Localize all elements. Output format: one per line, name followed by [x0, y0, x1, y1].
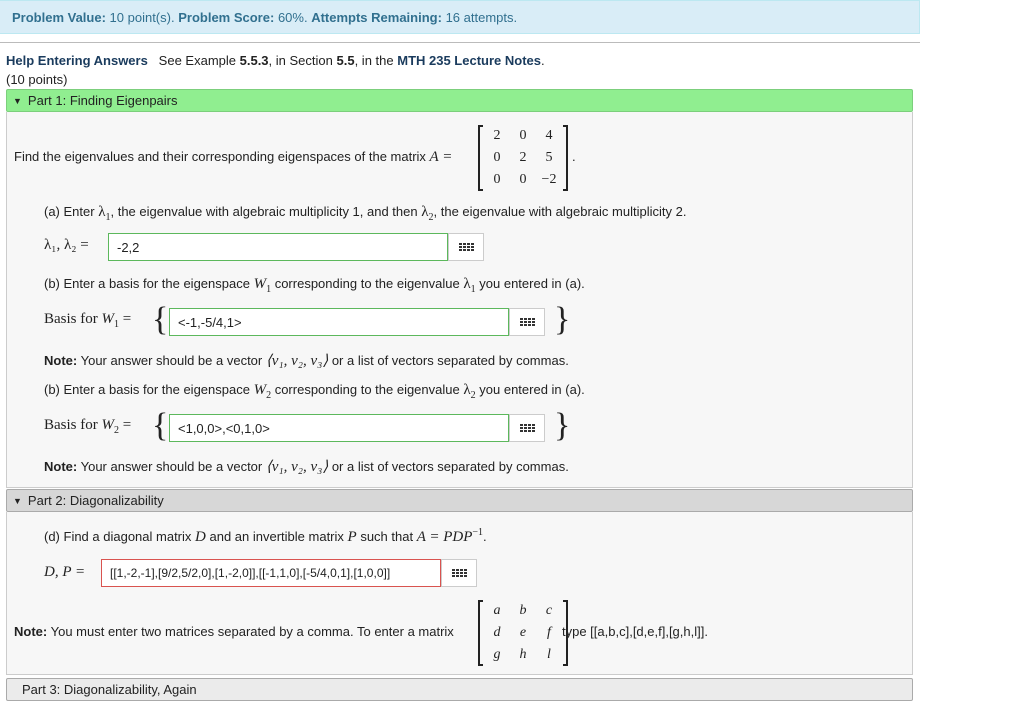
- matrix-cell: g: [493, 647, 501, 662]
- vector-notation: ⟨v₁, v₂, v₃⟩: [265, 459, 329, 475]
- matrix-cell: e: [519, 625, 527, 640]
- part2-header[interactable]: [6, 489, 913, 512]
- part1-header[interactable]: [6, 89, 913, 112]
- d-prompt-3: such that: [360, 529, 414, 544]
- matrix-cell: −2: [541, 172, 557, 187]
- b1-prompt-2: corresponding to the eigenvalue: [274, 276, 460, 291]
- vector-note: [44, 351, 569, 370]
- divider: [0, 42, 920, 43]
- d-prompt-1: (d) Find a diagonal matrix: [44, 529, 192, 544]
- in-the-text: , in the: [354, 53, 394, 68]
- vector-note: [44, 457, 569, 476]
- basis-w2-label: Basis for $W_2$ =: [44, 417, 132, 436]
- help-line: [6, 53, 545, 68]
- lambda-2: $\lambda_2$: [421, 204, 434, 223]
- problem-status-bar: [0, 0, 920, 34]
- part3-title: Part 3: Diagonalizability, Again: [22, 682, 197, 697]
- matrix-cell: c: [545, 603, 553, 618]
- basis-w1-input[interactable]: <-1,-5/4,1>: [169, 308, 509, 336]
- part2-body: [6, 512, 913, 675]
- part-d-prompt: (d) Find a diagonal matrix D and an invertible matrix P such that $A = PDP^{-1}$.: [44, 527, 487, 545]
- matrix-D-symbol: D: [195, 529, 206, 545]
- d-answer-label: D, P =: [44, 564, 86, 580]
- note-label: Note:: [44, 459, 78, 474]
- part1-title: Part 1: Finding Eigenpairs: [27, 93, 178, 108]
- points: (10 points): [6, 72, 68, 87]
- section-number: 5.5: [336, 53, 355, 68]
- b2-prompt-2: corresponding to the eigenvalue: [274, 382, 460, 397]
- eigenvalues-input[interactable]: -2,2: [108, 233, 448, 261]
- a-answer-label: λ₁, λ₂ =: [44, 237, 89, 253]
- note-text: You must enter two matrices separated by a comma. To enter a matrix: [50, 624, 454, 639]
- note-text: Your answer should be a vector: [80, 353, 263, 368]
- matrix-grid-icon[interactable]: [441, 559, 477, 587]
- b2-prompt-3: you entered in (a).: [479, 382, 585, 397]
- matrix-cell: d: [493, 625, 501, 640]
- matrix-cell: 2: [519, 150, 527, 165]
- matrix-cell: b: [519, 603, 527, 618]
- matrix-cell: 0: [493, 172, 501, 187]
- part1-intro: [14, 149, 452, 166]
- lambda-2-ref: $\lambda_2$: [463, 382, 476, 401]
- matrix-cell: 2: [493, 128, 501, 143]
- matrix-syntax-hint: type [[a,b,c],[d,e,f],[g,h,l]].: [562, 624, 708, 639]
- note-text: or a list of vectors separated by commas.: [331, 459, 569, 474]
- a-prompt-3: , the eigenvalue with algebraic multiplicity 2.: [433, 204, 687, 219]
- help-entering-answers-link[interactable]: Help Entering Answers: [6, 53, 148, 68]
- right-brace: }: [554, 407, 571, 444]
- part2-title: Part 2: Diagonalizability: [27, 493, 164, 508]
- in-section-text: , in Section: [268, 53, 333, 68]
- b1-prompt-1: (b) Enter a basis for the eigenspace: [44, 276, 250, 291]
- problem-value: 10 point(s).: [109, 9, 175, 25]
- part-b2-prompt: [44, 382, 585, 401]
- matrix-grid-icon[interactable]: [509, 308, 545, 336]
- matrix-cell: 5: [545, 150, 553, 165]
- matrix-A: [478, 125, 568, 191]
- a-prompt-2: , the eigenvalue with algebraic multiplicity 1, and then: [110, 204, 418, 219]
- w2-symbol: $W_2$: [253, 382, 272, 401]
- d-prompt-2: and an invertible matrix: [209, 529, 344, 544]
- matrix-period: .: [572, 149, 576, 164]
- basis-w2-input[interactable]: <1,0,0>,<0,1,0>: [169, 414, 509, 442]
- note-label: Note:: [14, 624, 48, 639]
- vector-notation: ⟨v₁, v₂, v₃⟩: [265, 353, 329, 369]
- left-brace: {: [152, 407, 169, 444]
- basis-w1-label: Basis for $W_1$ =: [44, 311, 132, 330]
- attempts-remaining: 16 attempts.: [445, 9, 518, 25]
- problem-score: 60%.: [277, 9, 308, 25]
- part-a-prompt: [44, 204, 686, 223]
- matrix-cell: h: [519, 647, 527, 662]
- see-example-text: See Example: [158, 53, 236, 68]
- matrix-cell: a: [493, 603, 501, 618]
- a-prompt-1: (a) Enter: [44, 204, 95, 219]
- part1-body: [6, 112, 913, 488]
- attempts-label: Attempts Remaining:: [311, 9, 442, 25]
- left-brace: {: [152, 301, 169, 338]
- matrix-cell: 4: [545, 128, 553, 143]
- matrix-cell: l: [547, 647, 551, 662]
- matrix-cell: 0: [519, 172, 527, 187]
- diagonalization-input[interactable]: [[1,-2,-1],[9/2,5/2,0],[1,-2,0]],[[-1,1,0],[-5/4,0,1],[1,0,0]]: [101, 559, 441, 587]
- right-brace: }: [554, 301, 571, 338]
- triangle-down-icon: ▼: [13, 95, 22, 106]
- matrix-grid-icon[interactable]: [509, 414, 545, 442]
- part-b1-prompt: [44, 276, 585, 295]
- matrix-entry-note: [14, 624, 454, 639]
- note-text: Your answer should be a vector: [80, 459, 263, 474]
- lambda-1: $\lambda_1$: [98, 204, 111, 223]
- note-text: or a list of vectors separated by commas.: [331, 353, 569, 368]
- note-label: Note:: [44, 353, 78, 368]
- problem-score-label: Problem Score:: [178, 9, 275, 25]
- matrix-P-symbol: P: [347, 529, 357, 545]
- example-matrix: [478, 600, 568, 666]
- matrix-cell: f: [547, 625, 551, 640]
- intro-text: Find the eigenvalues and their corresponding eigenspaces of the matrix: [14, 149, 426, 164]
- part3-header[interactable]: [6, 678, 913, 701]
- matrix-cell: 0: [493, 150, 501, 165]
- b2-prompt-1: (b) Enter a basis for the eigenspace: [44, 382, 250, 397]
- period: .: [541, 53, 545, 68]
- diagonalization-equation: $A = PDP^{-1}$: [416, 527, 484, 545]
- matrix-A-label: A =: [429, 149, 453, 165]
- triangle-down-icon: ▼: [13, 495, 22, 506]
- w1-symbol: $W_1$: [253, 276, 272, 295]
- example-number: 5.5.3: [239, 53, 269, 68]
- problem-value-label: Problem Value:: [12, 9, 106, 25]
- lecture-notes-link[interactable]: MTH 235 Lecture Notes: [397, 53, 541, 68]
- matrix-grid-icon[interactable]: [448, 233, 484, 261]
- b1-prompt-3: you entered in (a).: [479, 276, 585, 291]
- lambda-1-ref: $\lambda_1$: [463, 276, 476, 295]
- matrix-cell: 0: [519, 128, 527, 143]
